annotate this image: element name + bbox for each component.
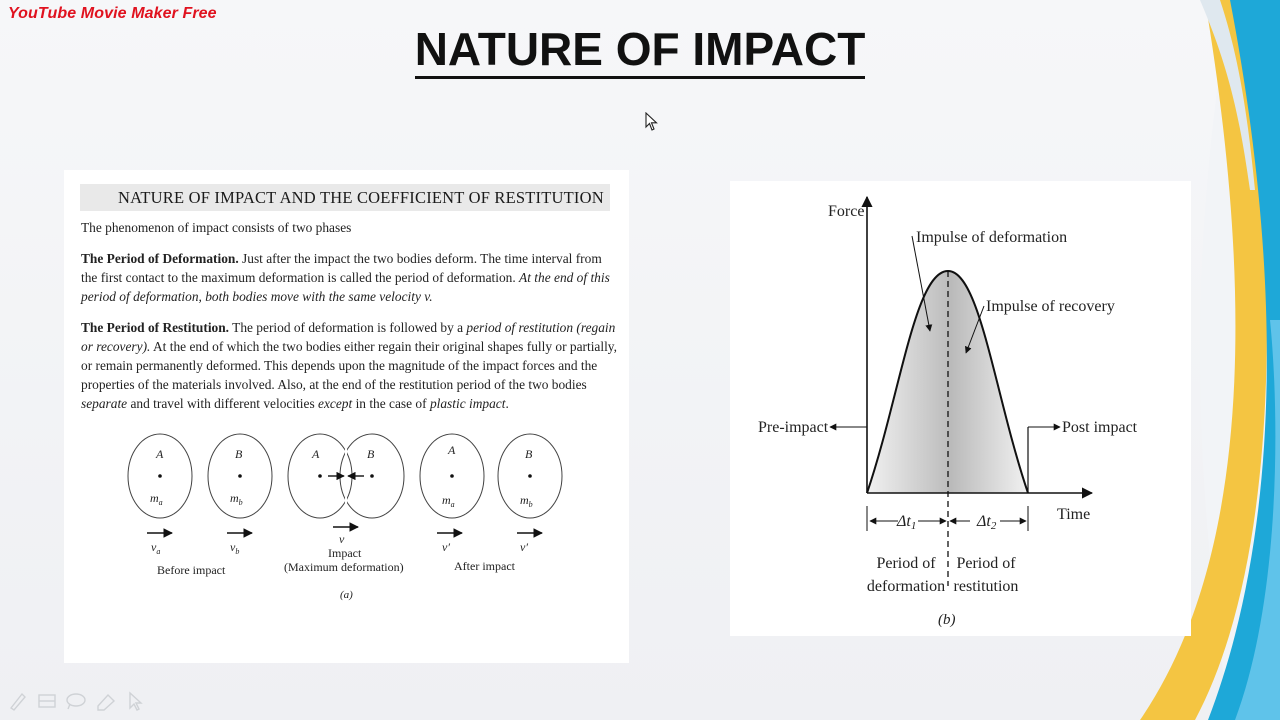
eraser-icon[interactable] — [98, 695, 114, 710]
svg-text:Δt2: Δt2 — [977, 513, 997, 532]
svg-text:A: A — [312, 447, 320, 461]
deformation-paragraph: The Period of Deformation. Just after the impact the two bodies deform. The time interval from the first contact to the maximum deformation is called the period of deformation. At the end of this period of deformation, both bodies move with the same velocity v. — [81, 251, 610, 304]
svg-text:mb: $m_b$ — [520, 493, 533, 509]
svg-text:v′: v′ — [442, 540, 450, 554]
watermark-text: YouTube Movie Maker Free — [8, 5, 217, 22]
figure-b-caption: (b) — [938, 612, 956, 628]
screen-icon[interactable] — [39, 695, 55, 707]
period-deformation-label: Period of — [876, 555, 936, 572]
slide-title: NATURE OF IMPACT — [0, 22, 1280, 76]
svg-text:Δt1: Δt1 — [897, 513, 917, 532]
deformation-term: The Period of Deformation. — [81, 251, 239, 266]
restitution-term: The Period of Restitution. — [81, 320, 230, 335]
deformation-impulse-area — [867, 271, 948, 493]
svg-text:B: B — [367, 447, 375, 461]
svg-text:restitution: restitution — [953, 578, 1019, 595]
section-heading: NATURE OF IMPACT AND THE COEFFICIENT OF RESTITUTION — [80, 184, 610, 211]
impulse-deformation-label: Impulse of deformation — [916, 229, 1068, 246]
svg-text:deformation: deformation — [866, 578, 946, 595]
figure-a-caption: (a) — [340, 589, 353, 601]
label-impact: Impact — [328, 546, 362, 560]
svg-text:v: v — [339, 532, 345, 546]
pointer-icon[interactable] — [130, 693, 141, 710]
svg-text:mb: $m_b$ — [230, 491, 243, 507]
svg-text:ma: $m_a$ — [150, 491, 163, 507]
presentation-toolbar — [8, 690, 148, 712]
textbook-excerpt-panel — [64, 170, 629, 663]
force-time-figure — [730, 181, 1191, 636]
restitution-paragraph: The Period of Restitution. The period of deformation is followed by a period of restitution (regain or recovery). At the end of which the two bodies either regain their original shapes fully or partially, or remain permanently deformed. This depends upon the magnitude of the impact forces and the properties of the materials involved. Also, at the end of the restitution period of the two bodies separate and travel with different velocities except in the case of plastic impact. — [81, 320, 617, 411]
impact-phases-figure — [114, 424, 574, 610]
svg-text:ma: $m_a$ — [442, 493, 455, 509]
force-time-graph-panel — [730, 181, 1191, 636]
label-before-impact: Before impact — [157, 563, 226, 577]
force-axis-label: Force — [828, 203, 865, 220]
svg-text:va: $v_a$ — [151, 540, 161, 556]
svg-text:vb: $v_b$ — [230, 540, 240, 556]
impulse-recovery-label: Impulse of recovery — [986, 298, 1115, 315]
period-restitution-label: Period of — [956, 555, 1016, 572]
mouse-cursor-icon — [645, 112, 659, 132]
svg-text:B: B — [525, 447, 533, 461]
body-a-label: A — [156, 447, 164, 461]
lasso-icon[interactable] — [67, 694, 85, 709]
pen-icon[interactable] — [11, 694, 25, 710]
pre-impact-label: Pre-impact — [758, 419, 829, 436]
time-axis-label: Time — [1057, 506, 1091, 523]
label-after-impact: After impact — [454, 559, 515, 573]
svg-text:A: A — [448, 443, 456, 457]
body-b-label: B — [235, 447, 243, 461]
svg-text:v′: v′ — [520, 540, 528, 554]
post-impact-label: Post impact — [1062, 419, 1138, 436]
intro-paragraph: The phenomenon of impact consists of two phases — [81, 220, 352, 235]
label-impact-sub: (Maximum deformation) — [284, 560, 404, 574]
